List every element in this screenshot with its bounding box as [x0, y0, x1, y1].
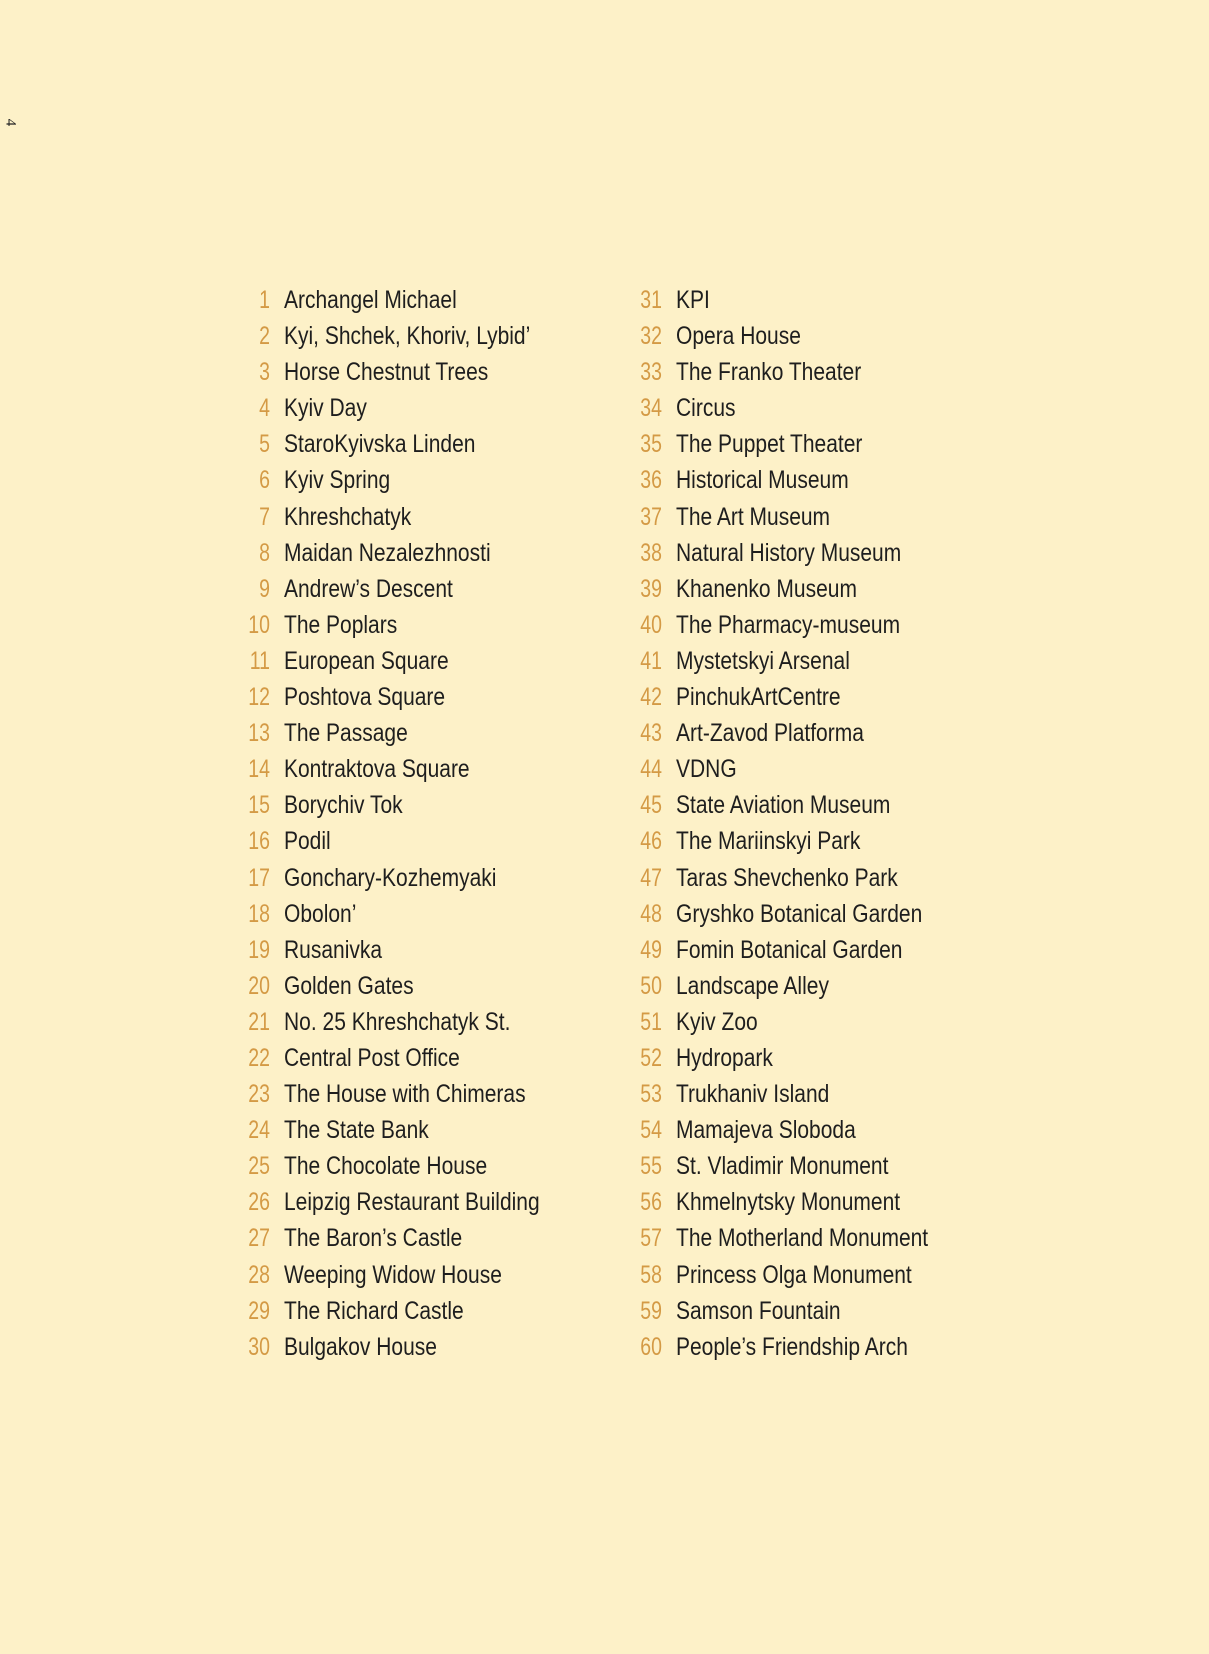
list-item	[238, 286, 618, 322]
list-item	[238, 466, 618, 502]
list-item	[630, 286, 1010, 322]
item-label: The House with Chimeras	[284, 1080, 526, 1109]
list-item	[238, 322, 618, 358]
item-label: European Square	[284, 646, 449, 675]
item-number: 38	[640, 538, 662, 567]
list-item	[238, 1224, 618, 1260]
item-label: Landscape Alley	[676, 971, 829, 1000]
item-number: 28	[248, 1260, 270, 1289]
list-item	[238, 539, 618, 575]
item-label: Hydropark	[676, 1043, 773, 1072]
list-item	[630, 791, 1010, 827]
list-item	[238, 358, 618, 394]
list-item	[630, 466, 1010, 502]
item-number: 24	[248, 1116, 270, 1145]
item-number: 60	[640, 1332, 662, 1361]
item-label: The Baron’s Castle	[284, 1224, 463, 1253]
list-item	[630, 864, 1010, 900]
list-item	[238, 1116, 618, 1152]
item-number: 22	[248, 1043, 270, 1072]
list-item	[238, 1261, 618, 1297]
item-label: Khreshchatyk	[284, 502, 412, 531]
list-item	[238, 394, 618, 430]
list-item	[630, 936, 1010, 972]
item-number: 8	[259, 538, 270, 567]
list-item	[630, 827, 1010, 863]
item-number: 47	[640, 863, 662, 892]
item-label: Taras Shevchenko Park	[676, 863, 898, 892]
list-item	[238, 1044, 618, 1080]
list-item	[630, 972, 1010, 1008]
list-item	[238, 972, 618, 1008]
item-number: 5	[259, 430, 270, 459]
item-label: Art-Zavod Platforma	[676, 719, 864, 748]
item-number: 51	[640, 1007, 662, 1036]
item-number: 33	[640, 358, 662, 387]
item-number: 29	[248, 1296, 270, 1325]
list-item	[238, 1333, 618, 1369]
item-number: 32	[640, 322, 662, 351]
list-item	[238, 1080, 618, 1116]
item-label: The Art Museum	[676, 502, 831, 531]
item-number: 15	[248, 791, 270, 820]
list-item	[630, 322, 1010, 358]
item-number: 57	[640, 1224, 662, 1253]
item-label: Kyi, Shchek, Khoriv, Lybid’	[284, 322, 531, 351]
list-item	[630, 1224, 1010, 1260]
item-label: Poshtova Square	[284, 683, 446, 712]
list-item	[238, 936, 618, 972]
item-label: Circus	[676, 394, 736, 423]
item-label: Kyiv Spring	[284, 466, 391, 495]
list-item	[630, 611, 1010, 647]
item-number: 40	[640, 610, 662, 639]
item-number: 31	[640, 286, 662, 314]
item-number: 34	[640, 394, 662, 423]
item-label: The Mariinskyi Park	[676, 827, 861, 856]
item-number: 14	[248, 755, 270, 784]
item-number: 50	[640, 971, 662, 1000]
item-label: Andrew’s Descent	[284, 574, 453, 603]
item-label: State Aviation Museum	[676, 791, 891, 820]
item-label: Maidan Nezalezhnosti	[284, 538, 491, 567]
list-item	[630, 358, 1010, 394]
item-label: Podil	[284, 827, 331, 856]
item-number: 42	[640, 683, 662, 712]
item-label: The Richard Castle	[284, 1296, 464, 1325]
item-label: Golden Gates	[284, 971, 414, 1000]
item-label: Rusanivka	[284, 935, 383, 964]
list-item	[630, 1152, 1010, 1188]
item-label: Bulgakov House	[284, 1332, 437, 1361]
item-number: 26	[248, 1188, 270, 1217]
item-number: 53	[640, 1080, 662, 1109]
item-label: The Motherland Monument	[676, 1224, 929, 1253]
item-label: Opera House	[676, 322, 801, 351]
item-label: KPI	[676, 286, 710, 314]
item-number: 6	[259, 466, 270, 495]
item-label: Gryshko Botanical Garden	[676, 899, 923, 928]
item-label: PinchukArtCentre	[676, 683, 841, 712]
item-number: 18	[248, 899, 270, 928]
list-item	[630, 394, 1010, 430]
item-label: Mamajeva Sloboda	[676, 1116, 856, 1145]
list-item	[238, 900, 618, 936]
item-number: 27	[248, 1224, 270, 1253]
list-item	[238, 1297, 618, 1333]
list-item	[238, 1152, 618, 1188]
item-number: 21	[248, 1007, 270, 1036]
list-item	[630, 503, 1010, 539]
item-label: Leipzig Restaurant Building	[284, 1188, 540, 1217]
item-label: Kyiv Day	[284, 394, 367, 423]
list-item	[630, 430, 1010, 466]
item-number: 59	[640, 1296, 662, 1325]
item-number: 54	[640, 1116, 662, 1145]
item-label: Khmelnytsky Monument	[676, 1188, 901, 1217]
list-item	[630, 575, 1010, 611]
item-number: 37	[640, 502, 662, 531]
item-label: Fomin Botanical Garden	[676, 935, 903, 964]
item-label: Trukhaniv Island	[676, 1080, 830, 1109]
item-label: Weeping Widow House	[284, 1260, 502, 1289]
item-number: 23	[248, 1080, 270, 1109]
item-number: 49	[640, 935, 662, 964]
item-label: The Puppet Theater	[676, 430, 863, 459]
item-number: 36	[640, 466, 662, 495]
list-item	[630, 683, 1010, 719]
item-label: Samson Fountain	[676, 1296, 841, 1325]
item-number: 20	[248, 971, 270, 1000]
item-label: Obolon’	[284, 899, 357, 928]
list-item	[630, 900, 1010, 936]
list-item	[630, 539, 1010, 575]
list-item	[630, 647, 1010, 683]
item-number: 1	[259, 286, 270, 314]
item-number: 30	[248, 1332, 270, 1361]
item-number: 12	[248, 683, 270, 712]
item-label: The Franko Theater	[676, 358, 862, 387]
item-number: 7	[259, 502, 270, 531]
page-number: 4	[2, 118, 19, 127]
list-item	[238, 1008, 618, 1044]
list-item	[630, 755, 1010, 791]
list-item	[630, 1261, 1010, 1297]
item-number: 16	[248, 827, 270, 856]
list-item	[238, 575, 618, 611]
item-number: 13	[248, 719, 270, 748]
item-label: The State Bank	[284, 1116, 429, 1145]
list-item	[238, 827, 618, 863]
item-label: Kyiv Zoo	[676, 1007, 758, 1036]
item-number: 35	[640, 430, 662, 459]
list-item	[238, 430, 618, 466]
item-label: Archangel Michael	[284, 286, 457, 314]
item-number: 52	[640, 1043, 662, 1072]
item-number: 10	[248, 610, 270, 639]
item-label: Horse Chestnut Trees	[284, 358, 489, 387]
item-number: 41	[640, 646, 662, 675]
item-number: 39	[640, 574, 662, 603]
item-number: 46	[640, 827, 662, 856]
item-label: Historical Museum	[676, 466, 849, 495]
item-number: 17	[248, 863, 270, 892]
item-label: People’s Friendship Arch	[676, 1332, 908, 1361]
item-label: St. Vladimir Monument	[676, 1152, 889, 1181]
item-label: Khanenko Museum	[676, 574, 857, 603]
list-item	[238, 791, 618, 827]
item-number: 55	[640, 1152, 662, 1181]
item-number: 19	[248, 935, 270, 964]
item-label: VDNG	[676, 755, 737, 784]
list-item	[238, 647, 618, 683]
item-label: The Passage	[284, 719, 408, 748]
index-column-right	[630, 286, 1010, 1369]
list-item	[630, 1297, 1010, 1333]
item-number: 2	[259, 322, 270, 351]
list-item	[238, 503, 618, 539]
item-label: Mystetskyi Arsenal	[676, 646, 850, 675]
list-item	[238, 755, 618, 791]
item-number: 44	[640, 755, 662, 784]
item-number: 9	[259, 574, 270, 603]
item-label: The Pharmacy-museum	[676, 610, 901, 639]
item-label: Natural History Museum	[676, 538, 902, 567]
item-label: Borychiv Tok	[284, 791, 403, 820]
item-number: 48	[640, 899, 662, 928]
item-number: 11	[249, 646, 270, 675]
item-label: Gonchary-Kozhemyaki	[284, 863, 497, 892]
item-label: The Chocolate House	[284, 1152, 488, 1181]
item-label: The Poplars	[284, 610, 398, 639]
item-number: 45	[640, 791, 662, 820]
item-label: Princess Olga Monument	[676, 1260, 912, 1289]
item-number: 58	[640, 1260, 662, 1289]
item-number: 25	[248, 1152, 270, 1181]
item-number: 43	[640, 719, 662, 748]
list-item	[630, 1333, 1010, 1369]
item-label: StaroKyivska Linden	[284, 430, 476, 459]
list-item	[238, 719, 618, 755]
list-item	[630, 1188, 1010, 1224]
list-item	[630, 1008, 1010, 1044]
item-number: 4	[259, 394, 270, 423]
list-item	[630, 1044, 1010, 1080]
list-item	[630, 1116, 1010, 1152]
list-item	[238, 683, 618, 719]
item-number: 3	[259, 358, 270, 387]
list-item	[630, 1080, 1010, 1116]
item-label: Central Post Office	[284, 1043, 460, 1072]
list-item	[630, 719, 1010, 755]
index-column-left	[238, 286, 618, 1369]
item-label: Kontraktova Square	[284, 755, 470, 784]
item-label: No. 25 Khreshchatyk St.	[284, 1007, 511, 1036]
list-item	[238, 864, 618, 900]
item-number: 56	[640, 1188, 662, 1217]
list-item	[238, 611, 618, 647]
list-item	[238, 1188, 618, 1224]
